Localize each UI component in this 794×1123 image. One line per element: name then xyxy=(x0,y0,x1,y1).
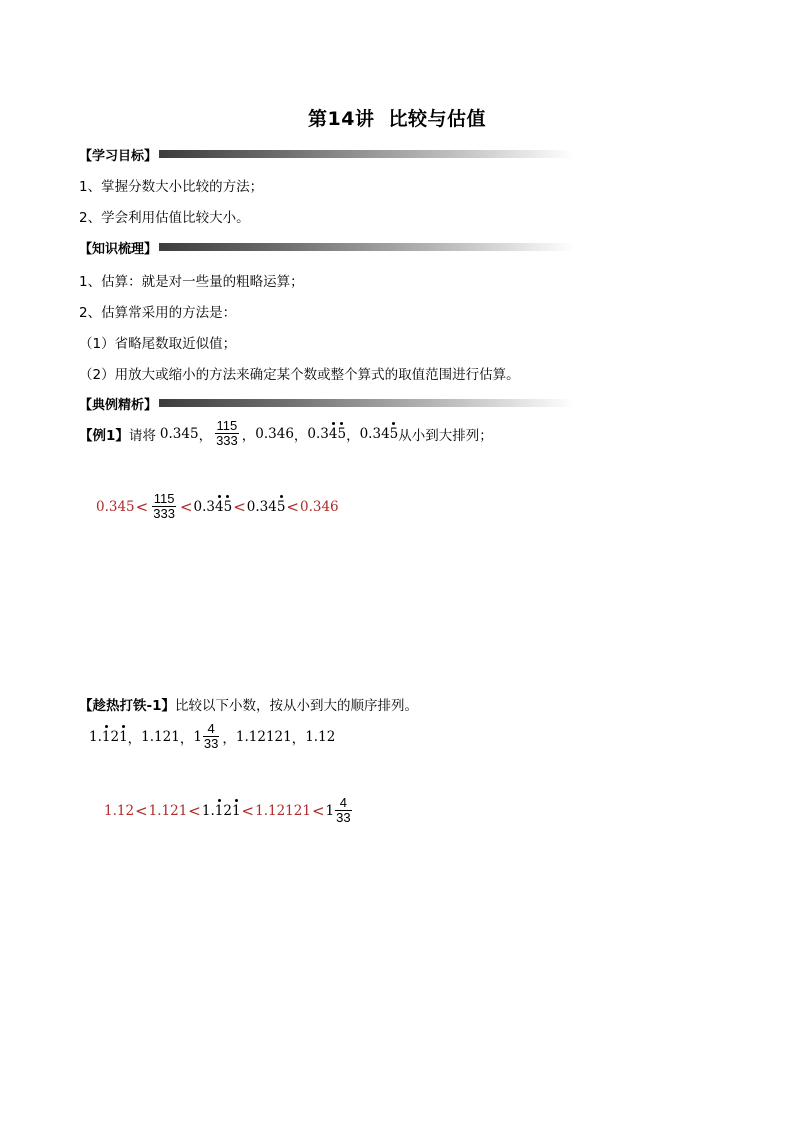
page-title xyxy=(0,104,794,131)
fraction xyxy=(152,492,176,522)
fraction-numerator: 4 xyxy=(335,796,351,811)
section-divider-bar xyxy=(159,399,574,407)
mixed-number xyxy=(326,796,355,826)
separator: ， xyxy=(198,427,213,444)
repeating-decimal: 1.121 xyxy=(201,802,241,819)
fraction-denominator: 33 xyxy=(336,810,351,826)
lecture-topic: 比较与估值 xyxy=(388,108,486,130)
repeat-digit: 4 xyxy=(328,425,338,442)
less-than-sign: < xyxy=(286,497,299,516)
repeat-digit: 1 xyxy=(101,728,111,745)
section-heading-examples xyxy=(79,394,574,412)
repeating-decimal: 0.345 xyxy=(359,425,399,442)
number-value: 1.121 xyxy=(141,728,180,745)
knowledge-item: 2、估算常采用的方法是： xyxy=(79,305,237,321)
goal-item: 1、掌握分数大小比较的方法； xyxy=(79,179,264,195)
number-value: 0.345 xyxy=(159,425,199,442)
repeating-decimal: 0.345 xyxy=(246,498,286,515)
repeat-digit: 1 xyxy=(214,802,224,819)
fraction-denominator: 333 xyxy=(216,433,238,449)
goal-item: 2、学会利用估值比较大小。 xyxy=(79,210,250,226)
fraction-denominator: 333 xyxy=(153,506,175,522)
lecture-number: 第14讲 xyxy=(308,108,375,130)
mixed-whole: 1 xyxy=(325,802,335,819)
section-heading-goals xyxy=(79,145,574,163)
less-than-sign: < xyxy=(179,497,193,516)
less-than-sign: < xyxy=(135,801,148,820)
practice-label: 【趁热打铁-1】 xyxy=(79,698,175,714)
fraction-numerator: 4 xyxy=(203,722,219,737)
separator: ， xyxy=(291,730,306,747)
separator: ， xyxy=(241,427,256,444)
separator: ， xyxy=(222,730,236,747)
repeating-decimal: 1.121 xyxy=(89,728,128,745)
number-value: 1.12 xyxy=(305,728,336,745)
example-1-answer xyxy=(96,492,339,522)
number-value: 1.12121 xyxy=(255,802,311,819)
section-divider-bar xyxy=(159,150,574,158)
fraction-numerator: 115 xyxy=(216,418,238,433)
repeat-digit: 1 xyxy=(231,802,241,819)
knowledge-item: （2）用放大或缩小的方法来确定某个数或整个算式的取值范围进行估算。 xyxy=(79,367,520,383)
number-value: 0.345 xyxy=(96,498,135,515)
section-heading-knowledge xyxy=(79,238,574,256)
repeating-decimal: 0.345 xyxy=(307,425,347,442)
number-value: 1.121 xyxy=(148,802,188,819)
section-heading-text: 【学习目标】 xyxy=(79,148,158,164)
separator: ， xyxy=(346,427,360,444)
less-than-sign: < xyxy=(135,497,149,516)
knowledge-item: （1）省略尾数取近似值； xyxy=(79,336,237,352)
number-value: 1.12 xyxy=(104,802,135,819)
repeat-digit: 5 xyxy=(276,498,286,515)
example-1-question xyxy=(79,419,493,449)
practice-1-answer xyxy=(104,796,355,826)
fraction-numerator: 115 xyxy=(153,491,175,506)
number-value: 1.12121 xyxy=(235,728,292,745)
less-than-sign: < xyxy=(233,497,246,516)
example-intro: 请将 xyxy=(128,427,156,444)
number-value: 0.346 xyxy=(255,425,294,442)
practice-1-question xyxy=(79,694,418,714)
section-heading-text: 【典例精析】 xyxy=(79,397,158,413)
knowledge-item: 1、估算：就是对一些量的粗略运算； xyxy=(79,274,304,290)
repeat-digit: 4 xyxy=(215,498,224,515)
fraction xyxy=(215,419,239,449)
separator: ， xyxy=(293,427,308,444)
repeat-digit: 5 xyxy=(337,425,347,442)
repeating-decimal: 0.345 xyxy=(193,498,233,515)
repeat-digit: 5 xyxy=(389,425,399,442)
fraction xyxy=(335,796,351,826)
repeat-digit: 1 xyxy=(119,728,128,745)
section-divider-bar xyxy=(159,243,574,251)
separator: ， xyxy=(127,730,142,747)
mixed-number xyxy=(193,722,222,752)
number-value: 0.346 xyxy=(300,498,339,515)
less-than-sign: < xyxy=(241,801,255,820)
example-label: 【例1】 xyxy=(79,427,129,444)
repeat-digit: 5 xyxy=(223,498,233,515)
mixed-whole: 1 xyxy=(193,728,202,745)
practice-prompt: 比较以下小数，按从小到大的顺序排列。 xyxy=(175,698,418,714)
example-outro: 从小到大排列； xyxy=(398,427,493,444)
less-than-sign: < xyxy=(311,801,325,820)
section-heading-text: 【知识梳理】 xyxy=(79,241,158,257)
separator: ， xyxy=(179,730,194,747)
less-than-sign: < xyxy=(188,801,201,820)
fraction xyxy=(203,722,219,752)
practice-1-numbers xyxy=(89,722,335,752)
fraction-denominator: 33 xyxy=(203,736,219,752)
